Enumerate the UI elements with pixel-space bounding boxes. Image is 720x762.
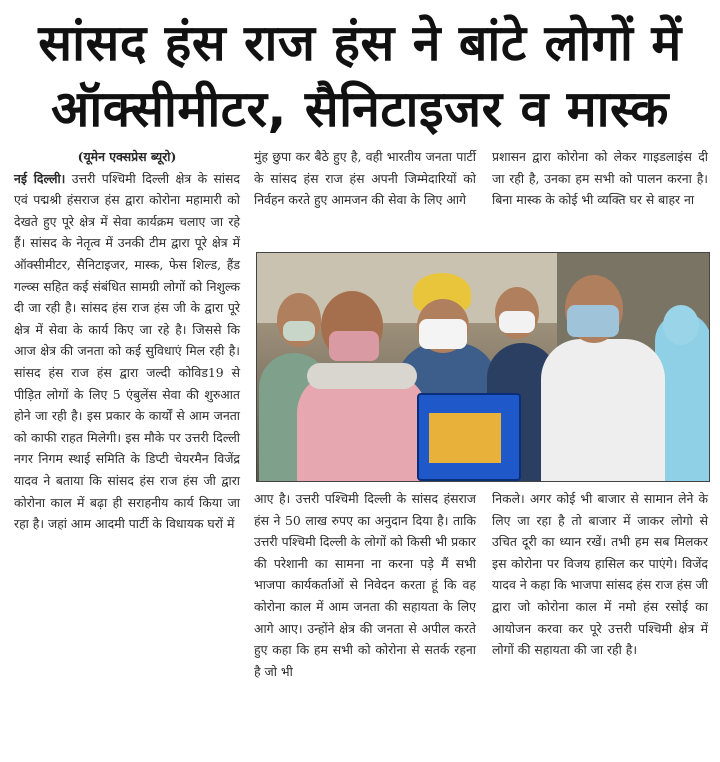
- person-right-mask: [567, 305, 619, 337]
- byline: (यूमेन एक्सप्रेस ब्यूरो): [77, 149, 177, 164]
- scarf: [307, 363, 417, 389]
- article-column-3-top: [492, 146, 708, 211]
- headline-line-2: ऑक्सीमीटर, सैनिटाइजर व मास्क: [51, 80, 669, 138]
- person-turban-mask: [419, 319, 467, 349]
- dateline: नई दिल्ली।: [14, 170, 66, 186]
- news-photo: [256, 252, 710, 482]
- column-2-bottom-text: आए है। उत्तरी पश्चिमी दिल्ली के सांसद हंसराज हंस ने 50 लाख रुपए का अनुदान दिया है। ताकि उत्तरी पश्चिमी दिल्ली के लोगों को किसी भी प्रकार की परेशानी का सामना ना करना पड़े मैं सभी भाजपा कार्यकर्ताओं से निवेदन करता हूं कि वह कोरोना काल में आम जनता की सहायता के लिए आगे आए। उन्होंने क्षेत्र की जनता से अपील करते हुए कहा कि हम सभी को कोरोना से सतर्क रहना है जो भी: [254, 491, 476, 679]
- article-column-2-top: [254, 146, 476, 211]
- column-3-top-text: प्रशासन द्वारा कोरोना को लेकर गाइडलाइंस दी जा रही है, उनका हम सभी को पालन करना है। बिना मास्क के कोई भी व्यक्ति घर से बाहर ना: [492, 149, 708, 208]
- column-3-bottom-text: निकले। अगर कोई भी बाजार से सामान लेने के लिए जा रहा है तो बाजार में जाकर लोगो से उचित दूरी का ध्यान रखें। तभी हम सब मिलकर इस कोरोना पर विजय हासिल कर पाएंगे। विजेंद यादव ने कहा कि भाजपा सांसद हंस राज हंस जी द्वारा जो कोरोना काल में नमो हंस रसोई का आयोजन करवा कर पूरे उत्तरी पश्चिमी क्षेत्र में लोगों की सहायता की जा रही है।: [492, 491, 708, 658]
- person-center-mask: [499, 311, 535, 333]
- person-front-mask: [329, 331, 379, 361]
- sprayer-label: [429, 413, 501, 463]
- article-column-2-bottom: [254, 488, 476, 682]
- article-column-1: [14, 146, 240, 535]
- headline-line-1: सांसद हंस राज हंस ने बांटे लोगों में: [38, 14, 682, 72]
- column-1-text: उत्तरी पश्चिमी दिल्ली क्षेत्र के सांसद एवं पद्मश्री हंसराज हंस द्वारा कोरोना महामारी को देखते हुए पूरे क्षेत्र में सेवा कार्यक्रम चलाए जा रहे हैं। सांसद के नेतृत्व में उनकी टीम द्वारा पूरे क्षेत्र में ऑक्सीमीटर, सैनिटाइजर, मास्क, फेस शिल्ड, हैंड गल्व्स सहित कई संबंधित सामग्री लोगों को निशुल्क दी जा रही है। सांसद हंस राज हंस जी के द्वारा पूरे क्षेत्र में सेवा के कार्य किए जा रहे है। जिससे कि आज क्षेत्र की जनता को कई सुविधाएं मिल रही है। सांसद हंस राज हंस द्वारा जल्दी कोविड19 से पीड़ित लोगों के लिए 5 एंबुलेंस सेवा की शुरुआत होने जा रही है। इस प्रकार के कार्यों से आम जनता को काफी राहत मिलेगी। इस मौके पर उत्तरी दिल्ली नगर निगम स्थाई समिति के डिप्टी चेयरमैन विजेंद्र यादव ने बताया कि सांसद हंस राज हंस जी द्वारा कोरोना काल में बढ़ा ही सराहनीय कार्य किया जा रहा है। जहां आम आदमी पार्टी के विधायक घरों में: [14, 170, 240, 532]
- person-right-body: [541, 339, 665, 482]
- person-front-body: [297, 373, 427, 482]
- ppe-hood: [663, 305, 699, 345]
- article-column-3-bottom: [492, 488, 708, 661]
- headline: [10, 10, 710, 142]
- person-left-mask: [283, 321, 315, 341]
- column-2-top-text: मुंह छुपा कर बैठे हुए है, वही भारतीय जनता पार्टी के सांसद हंस राज हंस अपनी जिम्मेदारियों को निर्वहन करते हुए आमजन की सेवा के लिए आगे: [254, 149, 476, 208]
